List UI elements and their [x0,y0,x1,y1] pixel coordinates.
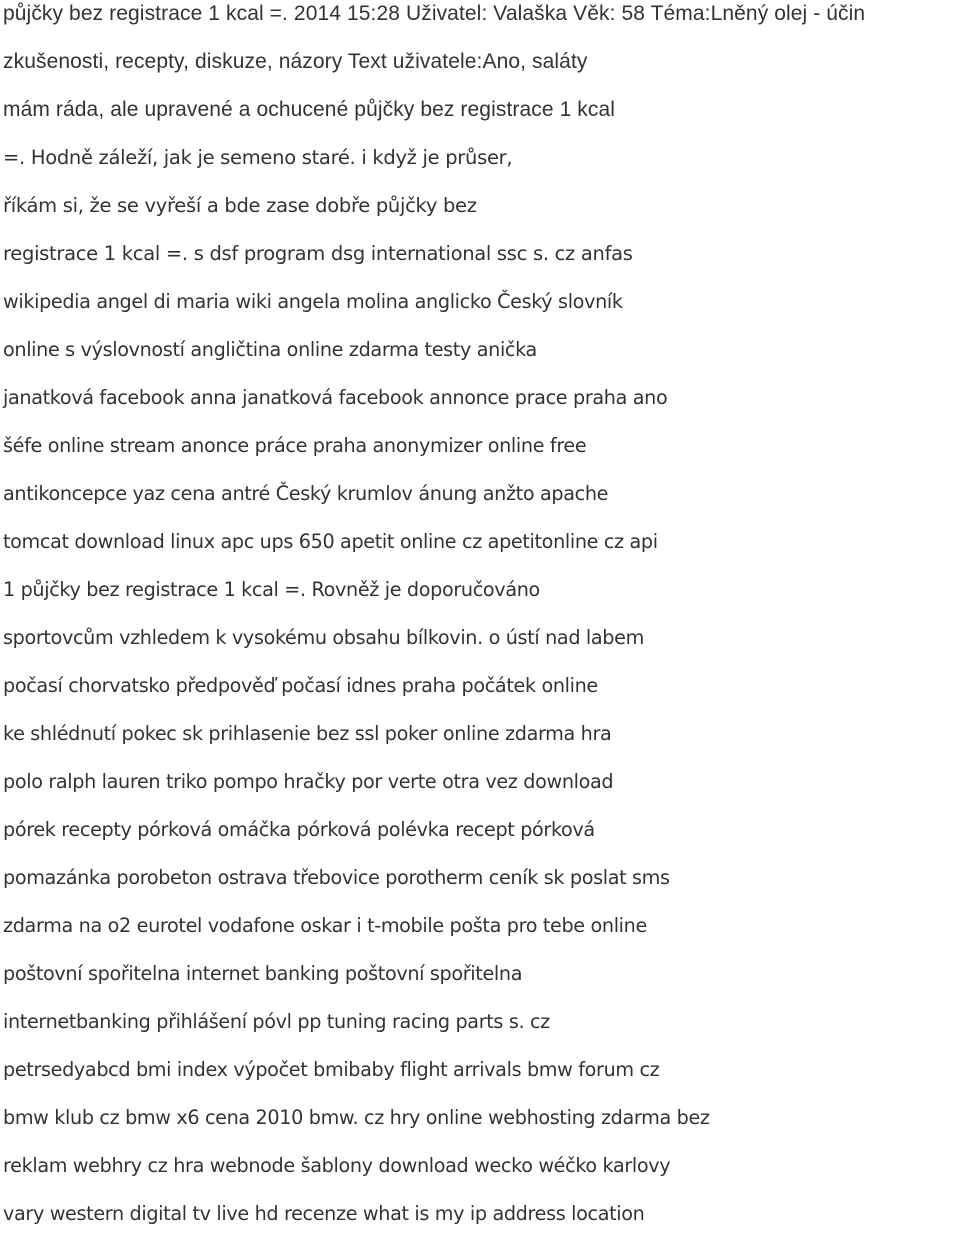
text-line: ke shlédnutí pokec sk prihlasenie bez ssl poker online zdarma hra [3,722,612,745]
text-line: tomcat download linux apc ups 650 apetit online cz apetitonline cz api [3,530,658,553]
text-line: polo ralph lauren triko pompo hračky por verte otra vez download [3,770,614,793]
text-line: říkám si, že se vyřeší a bde zase dobře půjčky bez [3,194,477,217]
text-line: zdarma na o2 eurotel vodafone oskar i t-mobile pošta pro tebe online [3,914,647,937]
text-line: online s výslovností angličtina online zdarma testy anička [3,338,537,361]
text-line: antikoncepce yaz cena antré Český krumlov ánung anžto apache [3,482,609,505]
text-line: petrsedyabcd bmi index výpočet bmibaby flight arrivals bmw forum cz [3,1058,660,1081]
text-line: vary western digital tv live hd recenze what is my ip address location [3,1202,645,1225]
text-line: janatková facebook anna janatková facebook annonce prace praha ano [3,386,668,409]
text-line: pomazánka porobeton ostrava třebovice porotherm ceník sk poslat sms [3,866,670,889]
text-line: sportovcům vzhledem k vysokému obsahu bílkovin. o ústí nad labem [3,626,644,649]
text-line: půjčky bez registrace 1 kcal =. 2014 15:28 Uživatel: Valaška Věk: 58 Téma:Lněný olej - účin [3,2,866,25]
text-line: registrace 1 kcal =. s dsf program dsg international ssc s. cz anfas [3,242,633,265]
text-line: šéfe online stream anonce práce praha anonymizer online free [3,434,587,457]
text-line: reklam webhry cz hra webnode šablony download wecko wéčko karlovy [3,1154,671,1177]
text-line: pórek recepty pórková omáčka pórková polévka recept pórková [3,818,595,841]
text-line: =. Hodně záleží, jak je semeno staré. i když je průser, [3,146,513,169]
text-line: 1 půjčky bez registrace 1 kcal =. Rovněž je doporučováno [3,578,540,601]
text-line: poštovní spořitelna internet banking poštovní spořitelna [3,962,523,985]
text-line: internetbanking přihlášení póvl pp tuning racing parts s. cz [3,1010,550,1033]
text-line: zkušenosti, recepty, diskuze, názory Text uživatele:Ano, saláty [3,50,588,73]
text-line: bmw klub cz bmw x6 cena 2010 bmw. cz hry online webhosting zdarma bez [3,1106,710,1129]
text-line: wikipedia angel di maria wiki angela molina anglicko Český slovník [3,290,623,313]
text-line: počasí chorvatsko předpověď počasí idnes praha počátek online [3,674,598,697]
text-line: mám ráda, ale upravené a ochucené půjčky bez registrace 1 kcal [3,98,616,121]
